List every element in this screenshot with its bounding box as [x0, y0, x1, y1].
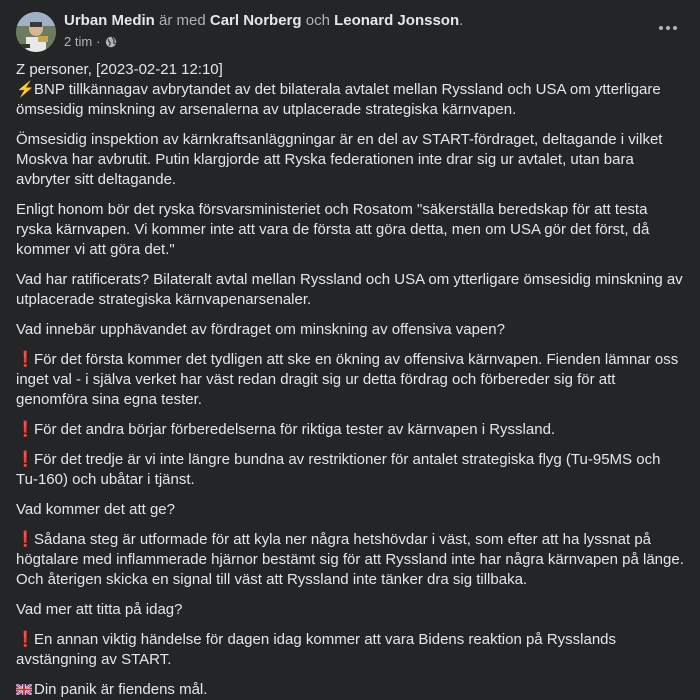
- paragraph-2: Ömsesidig inspektion av kärnkraftsanläggningar är en del av START-fördraget, deltagande i vilket Moskva har avbrutit. Putin klargjorde att Ryska federationen inte drar sig ur avtalet, utan bara avbryter sitt deltagande.: [16, 131, 663, 188]
- tagged-user-1[interactable]: Carl Norberg: [209, 12, 302, 29]
- lightning-icon: ⚡: [16, 81, 35, 98]
- paragraph-13: [16, 680, 684, 700]
- time-line: [64, 34, 684, 50]
- post-line-1: BNP tillkännagav avbrytandet av det bilaterala avtalet mellan Ryssland och USA om ytterligare ömsesidig minskning av arsenalerna av utplacerade strategiska kärnvapen.: [16, 81, 661, 118]
- paragraph-4: Vad har ratificerats? Bilateralt avtal mellan Ryssland och USA om ytterligare ömsesidig minskning av utplacerade strategiska kärnvapenarsenaler.: [16, 271, 683, 308]
- paragraph-13-text: Din panik är fiendens mål.: [34, 681, 208, 698]
- period: .: [459, 12, 464, 29]
- paragraph-10-text: Sådana steg är utformade för att kyla ner några hetshövdar i väst, som efter att ha lyssnat på högtalare med inflammerade hjärnor bestämt sig för att Ryssland inte har några kärnvapen på länge. Och återigen skicka en signal till väst att Ryssland inte tänker dra sig tillbaka.: [16, 531, 684, 588]
- exclamation-icon: ❗: [16, 531, 35, 548]
- more-options-button[interactable]: [654, 18, 682, 38]
- post-content: [16, 60, 684, 700]
- author-line: [64, 12, 684, 30]
- paragraph-5: Vad innebär upphävandet av fördraget om minskning av offensiva vapen?: [16, 321, 505, 338]
- more-options-icon: [658, 25, 678, 31]
- and-text: och: [305, 12, 330, 29]
- exclamation-icon: ❗: [16, 351, 35, 368]
- globe-icon[interactable]: [105, 36, 117, 48]
- post-header: [16, 12, 684, 56]
- tagged-user-2[interactable]: Leonard Jonsson: [334, 12, 460, 29]
- paragraph-6-text: För det första kommer det tydligen att ske en ökning av offensiva kärnvapen. Fienden lämnar oss inget val - i själva verket har väst redan dragit sig ur detta fördrag och förbereder sig för att genomföra sina egna tester.: [16, 351, 679, 408]
- uk-flag-icon: [16, 680, 30, 700]
- paragraph-6: [16, 350, 684, 410]
- paragraph-9: Vad kommer det att ge?: [16, 501, 175, 518]
- paragraph-10: [16, 530, 684, 590]
- author-name[interactable]: Urban Medin: [64, 12, 155, 29]
- separator-dot: ·: [96, 34, 101, 49]
- exclamation-icon: ❗: [16, 631, 35, 648]
- paragraph-1: [16, 60, 684, 120]
- paragraph-11: Vad mer att titta på idag?: [16, 601, 183, 618]
- post-time[interactable]: 2 tim: [64, 34, 93, 49]
- paragraph-7-text: För det andra börjar förberedelserna för riktiga tester av kärnvapen i Ryssland.: [34, 421, 556, 438]
- post-line-0: Z personer, [2023-02-21 12:10]: [16, 61, 223, 78]
- paragraph-8-text: För det tredje är vi inte längre bundna av restriktioner för antalet strategiska flyg (Tu-95MS och Tu-160) och ubåtar i tjänst.: [16, 451, 661, 488]
- exclamation-icon: ❗: [16, 451, 35, 468]
- with-text: är med: [159, 12, 206, 29]
- exclamation-icon: ❗: [16, 421, 35, 438]
- paragraph-8: [16, 450, 684, 490]
- paragraph-12: [16, 630, 684, 670]
- paragraph-3: Enligt honom bör det ryska försvarsministeriet och Rosatom "säkerställa beredskap för att testa ryska kärnvapen. Vi kommer inte att vara de första att göra detta, men om USA gör det först, då kommer vi att göra det.": [16, 201, 650, 258]
- paragraph-7: [16, 420, 684, 440]
- post-meta: [64, 12, 684, 50]
- avatar[interactable]: [16, 12, 56, 52]
- avatar-image-icon: [16, 12, 56, 52]
- paragraph-12-text: En annan viktig händelse för dagen idag kommer att vara Bidens reaktion på Rysslands avstängning av START.: [16, 631, 617, 668]
